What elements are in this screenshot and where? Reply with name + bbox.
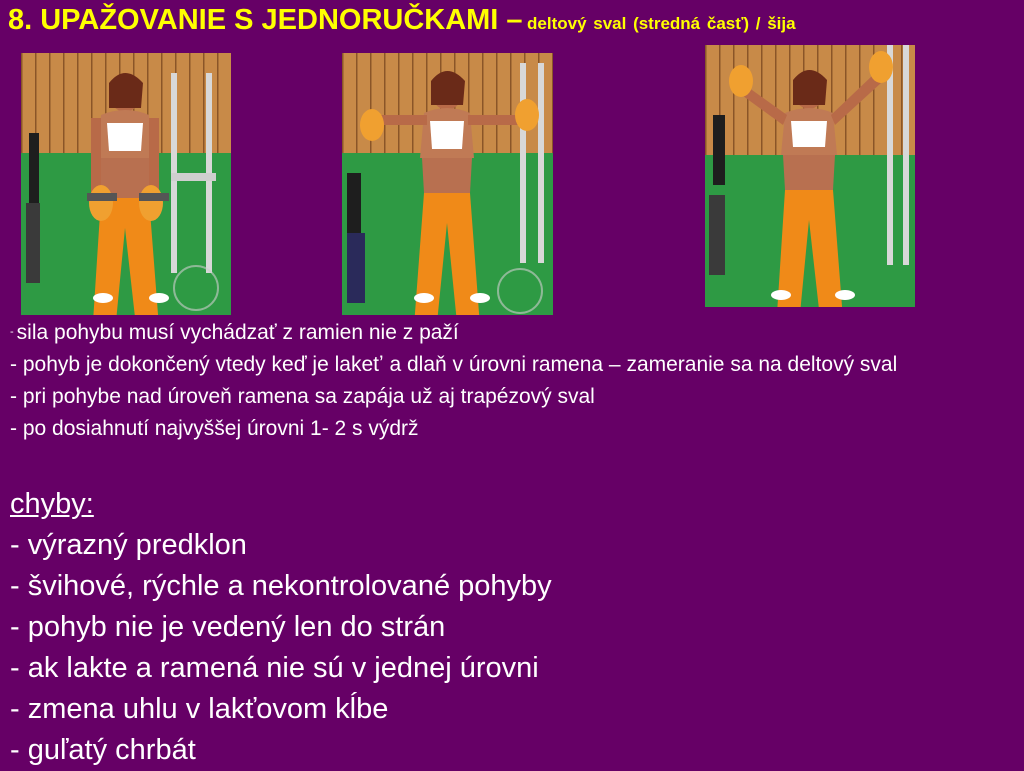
slide-title-subtitle: deltový sval (stredná časť) / šija <box>527 14 796 33</box>
error-item: - švihové, rýchle a nekontrolované pohyby <box>10 570 552 602</box>
exercise-photo-start <box>21 53 231 315</box>
error-item: - guľatý chrbát <box>10 734 196 766</box>
note-item <box>10 417 1016 441</box>
slide-title <box>8 4 796 37</box>
note-item <box>10 320 1016 345</box>
note-dash: - <box>10 326 14 338</box>
note-text: pohyb je dokončený vtedy keď je laketʼ a dlaň v úrovni ramena – zameranie sa na deltový sval <box>22 353 898 376</box>
error-item: - výrazný predklon <box>10 529 247 561</box>
note-dash: - <box>10 385 17 408</box>
exercise-photo-end <box>705 45 915 307</box>
note-dash: - <box>10 417 17 440</box>
error-item: - pohyb nie je vedený len do strán <box>10 611 446 643</box>
note-text: sila pohybu musí vychádzať z ramien nie z paží <box>16 321 459 344</box>
errors-section <box>10 484 1016 771</box>
errors-heading: chyby: <box>10 488 94 520</box>
technique-notes <box>10 320 1016 449</box>
note-dash: - <box>10 353 17 376</box>
note-text: pri pohybe nad úroveň ramena sa zapája už aj trapézový sval <box>22 385 595 408</box>
exercise-photo-middle <box>342 53 553 315</box>
slide-title-main: 8. UPAŽOVANIE S JEDNORUČKAMI – <box>8 4 523 36</box>
error-item: - zmena uhlu v lakťovom kĺbe <box>10 693 389 725</box>
note-item <box>10 385 1016 409</box>
note-text: po dosiahnutí najvyššej úrovni 1- 2 s výdrž <box>22 417 419 440</box>
note-item <box>10 353 1016 377</box>
error-item: - ak lakte a ramená nie sú v jednej úrovni <box>10 652 539 684</box>
